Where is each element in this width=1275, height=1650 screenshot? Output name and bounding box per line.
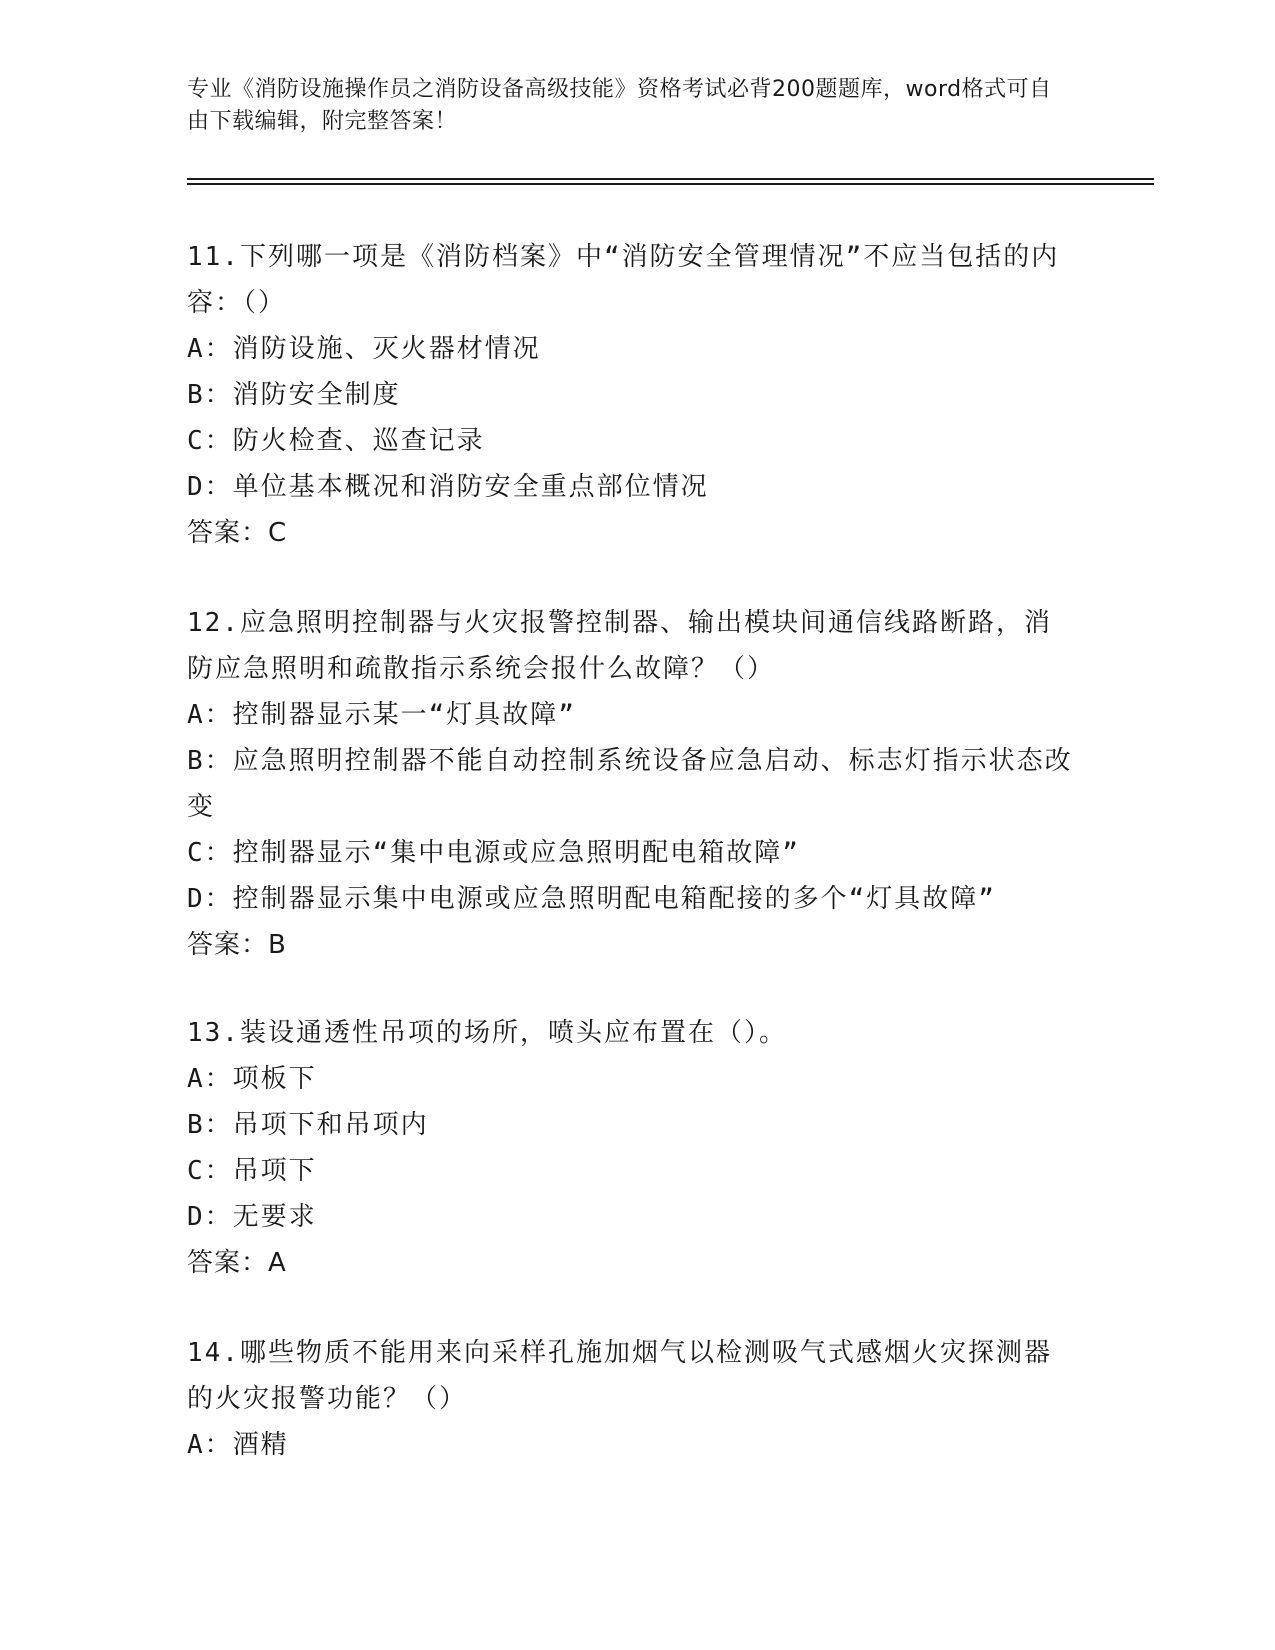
question-11 xyxy=(187,234,1077,556)
question-13 xyxy=(187,1010,1077,1286)
header-divider-top xyxy=(187,178,1154,180)
question-14 xyxy=(187,1330,1077,1468)
question-12 xyxy=(187,600,1077,968)
question-stem: 14.哪些物质不能用来向采样孔施加烟气以检测吸气式感烟火灾探测器的火灾报警功能？（） xyxy=(187,1338,1052,1414)
option-b: B：应急照明控制器不能自动控制系统设备应急启动、标志灯指示状态改变 xyxy=(187,746,1073,822)
option-a: A：酒精 xyxy=(187,1430,289,1460)
answer-label: 答案：B xyxy=(187,930,287,960)
question-stem: 11.下列哪一项是《消防档案》中“消防安全管理情况”不应当包括的内容：（） xyxy=(187,242,1060,318)
document-header: 专业《消防设施操作员之消防设备高级技能》资格考试必背200题题库，word格式可自由下载编辑，附完整答案！ xyxy=(187,77,1052,134)
option-a: A：控制器显示某一“灯具故障” xyxy=(187,700,576,730)
question-stem: 13.装设通透性吊项的场所，喷头应布置在（）。 xyxy=(187,1018,787,1048)
option-d: D：控制器显示集中电源或应急照明配电箱配接的多个“灯具故障” xyxy=(187,884,996,914)
answer-label: 答案：C xyxy=(187,518,288,548)
option-d: D：单位基本概况和消防安全重点部位情况 xyxy=(187,472,709,502)
option-a: A：项板下 xyxy=(187,1064,317,1094)
option-a: A：消防设施、灭火器材情况 xyxy=(187,334,541,364)
answer-label: 答案：A xyxy=(187,1248,287,1278)
option-b: B：消防安全制度 xyxy=(187,380,401,410)
header-divider-bottom xyxy=(187,183,1154,185)
question-stem: 12.应急照明控制器与火灾报警控制器、输出模块间通信线路断路，消防应急照明和疏散指示系统会报什么故障？（） xyxy=(187,608,1052,684)
option-c: C：控制器显示“集中电源或应急照明配电箱故障” xyxy=(187,838,800,868)
option-c: C：吊项下 xyxy=(187,1156,317,1186)
option-d: D：无要求 xyxy=(187,1202,317,1232)
option-b: B：吊项下和吊项内 xyxy=(187,1110,429,1140)
option-c: C：防火检查、巡查记录 xyxy=(187,426,485,456)
